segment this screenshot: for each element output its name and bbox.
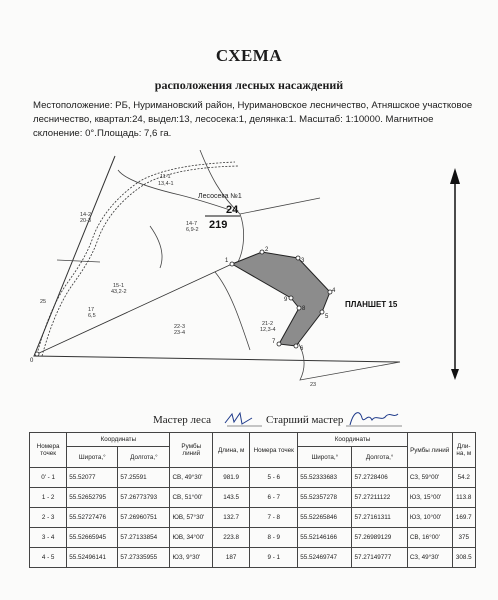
road (37, 162, 238, 356)
cell-latitude: 55.52496141 (67, 548, 118, 568)
header-length-2: Дли-на, м (452, 433, 475, 468)
master-label: Мастер леса (153, 414, 212, 426)
cell-bearing-2: СЗ, 59°00' (407, 468, 452, 488)
header-length: Длина, м (213, 433, 250, 468)
cell-longitude-2: 57.27161311 (352, 508, 407, 528)
point-3-label: 3 (301, 258, 305, 264)
cell-bearing-2: ЮЗ, 15°00' (407, 488, 452, 508)
cell-points-2: 6 - 7 (250, 488, 298, 508)
table-row (30, 548, 476, 568)
cell-latitude: 55.52077 (67, 468, 118, 488)
cell-points: 1 - 2 (30, 488, 67, 508)
stand-label: 12,3-4 (260, 327, 276, 333)
point-1-label: 1 (225, 258, 229, 264)
stand-label: 23 (310, 382, 317, 388)
cell-length: 187 (213, 548, 250, 568)
page-title: СХЕМА (215, 46, 283, 65)
cell-points-2: 7 - 8 (250, 508, 298, 528)
stand-label: 23-4 (174, 330, 186, 336)
cell-longitude-2: 57.27149777 (352, 548, 407, 568)
point-6-label: 6 (300, 346, 304, 352)
cell-length: 981.9 (213, 468, 250, 488)
stand-label: 20-3 (80, 218, 92, 224)
cell-latitude-2: 55.52469747 (298, 548, 352, 568)
location-description: Местоположение: РБ, Нуримановский район, Нуримановское лесничество, Атняшское участковое лесничество, квартал:24, выдел:13, лесосека:1, делянка:1. Масштаб: 1:10000. Магнитное склонение: 0°.Площадь: 7,6 га. (33, 100, 473, 139)
point-5-label: 5 (325, 314, 329, 320)
point-9-label: 9 (284, 297, 288, 303)
cell-bearing: ЮВ, 34°00' (170, 528, 213, 548)
cell-latitude-2: 55.52357278 (298, 488, 352, 508)
point-8-label: 8 (302, 306, 306, 312)
cell-latitude-2: 55.52146166 (298, 528, 352, 548)
cell-latitude: 55.52665945 (67, 528, 118, 548)
point-4-label: 4 (332, 288, 336, 294)
quarter-boundaries (57, 150, 400, 380)
cell-bearing: ЮВ, 57°30' (170, 508, 213, 528)
cell-length-2: 308.5 (452, 548, 475, 568)
cutting-area-polygon (232, 252, 330, 346)
cell-longitude-2: 57.26989129 (352, 528, 407, 548)
cell-bearing: СВ, 49°30' (170, 468, 213, 488)
stand-label: 14-7 (186, 221, 198, 227)
cell-length-2: 169.7 (452, 508, 475, 528)
header-bearing: Румбы линий (170, 433, 213, 468)
table-row (30, 468, 476, 488)
quarter-number: 24 (226, 204, 239, 216)
cell-length: 143.5 (213, 488, 250, 508)
point-0-label: 0 (30, 358, 34, 364)
header-points-2: Номера точек (250, 433, 298, 468)
header-coordinates-2: Координаты (298, 433, 408, 447)
stand-label: 17 (88, 307, 95, 313)
signatures-block (0, 408, 498, 432)
cell-points: 3 - 4 (30, 528, 67, 548)
cell-longitude-2: 57.2728406 (352, 468, 407, 488)
stand-label: 6,9-2 (186, 227, 199, 233)
stand-number: 219 (209, 219, 228, 231)
master-signature (222, 408, 262, 430)
cell-length: 223.8 (213, 528, 250, 548)
cell-latitude: 55.52727476 (67, 508, 118, 528)
cell-longitude-2: 57.27211122 (352, 488, 407, 508)
table-row (30, 508, 476, 528)
cell-latitude-2: 55.52265846 (298, 508, 352, 528)
north-arrow-icon (450, 168, 460, 380)
cell-length-2: 113.8 (452, 488, 475, 508)
header-bearing-2: Румбы линий (407, 433, 452, 468)
cell-latitude-2: 55.52333683 (298, 468, 352, 488)
cell-length-2: 375 (452, 528, 475, 548)
cell-points-2: 8 - 9 (250, 528, 298, 548)
cell-longitude: 57.27133854 (118, 528, 170, 548)
cell-bearing-2: СЗ, 49°30' (407, 548, 452, 568)
forest-plot-map (0, 150, 498, 408)
header-latitude: Широта,° (67, 447, 118, 468)
cell-longitude: 57.25591 (118, 468, 170, 488)
page-subtitle: расположения лесных насаждений (154, 78, 344, 92)
header-longitude: Долгота,° (118, 447, 170, 468)
stand-label: 13,4-1 (158, 181, 174, 187)
cell-bearing-2: ЮЗ, 10°00' (407, 508, 452, 528)
point-7-label: 7 (272, 339, 276, 345)
cell-bearing-2: СВ, 16°00' (407, 528, 452, 548)
cell-longitude: 57.26960751 (118, 508, 170, 528)
stand-label: 43,2-2 (111, 289, 127, 295)
cell-bearing: ЮЗ, 9°30' (170, 548, 213, 568)
cutting-area-name: Лесосека №1 (198, 193, 242, 200)
cell-longitude: 57.26773793 (118, 488, 170, 508)
cell-points: 0' - 1 (30, 468, 67, 488)
stand-label: 21-2 (262, 321, 274, 327)
cell-points-2: 9 - 1 (250, 548, 298, 568)
cell-length: 132.7 (213, 508, 250, 528)
cell-bearing: СВ, 51°00' (170, 488, 213, 508)
stand-label: 22-3 (174, 324, 186, 330)
cell-length-2: 54.2 (452, 468, 475, 488)
cell-points-2: 5 - 6 (250, 468, 298, 488)
stand-label: 11-1 (160, 174, 171, 180)
sheet-label: ПЛАНШЕТ 15 (345, 300, 398, 309)
header-longitude-2: Долгота,° (352, 447, 407, 468)
table-row (30, 528, 476, 548)
header-points: Номера точек (30, 433, 67, 468)
point-2-label: 2 (265, 247, 269, 253)
stand-label: 14-2 (80, 212, 92, 218)
senior-master-label: Старший мастер (266, 414, 344, 426)
map-frame (34, 156, 400, 362)
cell-points: 2 - 3 (30, 508, 67, 528)
table-row (30, 488, 476, 508)
coordinates-table (29, 432, 476, 568)
cell-latitude: 55.52652795 (67, 488, 118, 508)
senior-master-signature (346, 408, 402, 430)
cell-longitude: 57.27335955 (118, 548, 170, 568)
header-latitude-2: Широта,° (298, 447, 352, 468)
cell-points: 4 - 5 (30, 548, 67, 568)
stand-label: 25 (40, 299, 47, 305)
stand-label: 15-1 (113, 283, 125, 289)
stand-label: 6,5 (88, 313, 96, 319)
header-coordinates: Координаты (67, 433, 170, 447)
